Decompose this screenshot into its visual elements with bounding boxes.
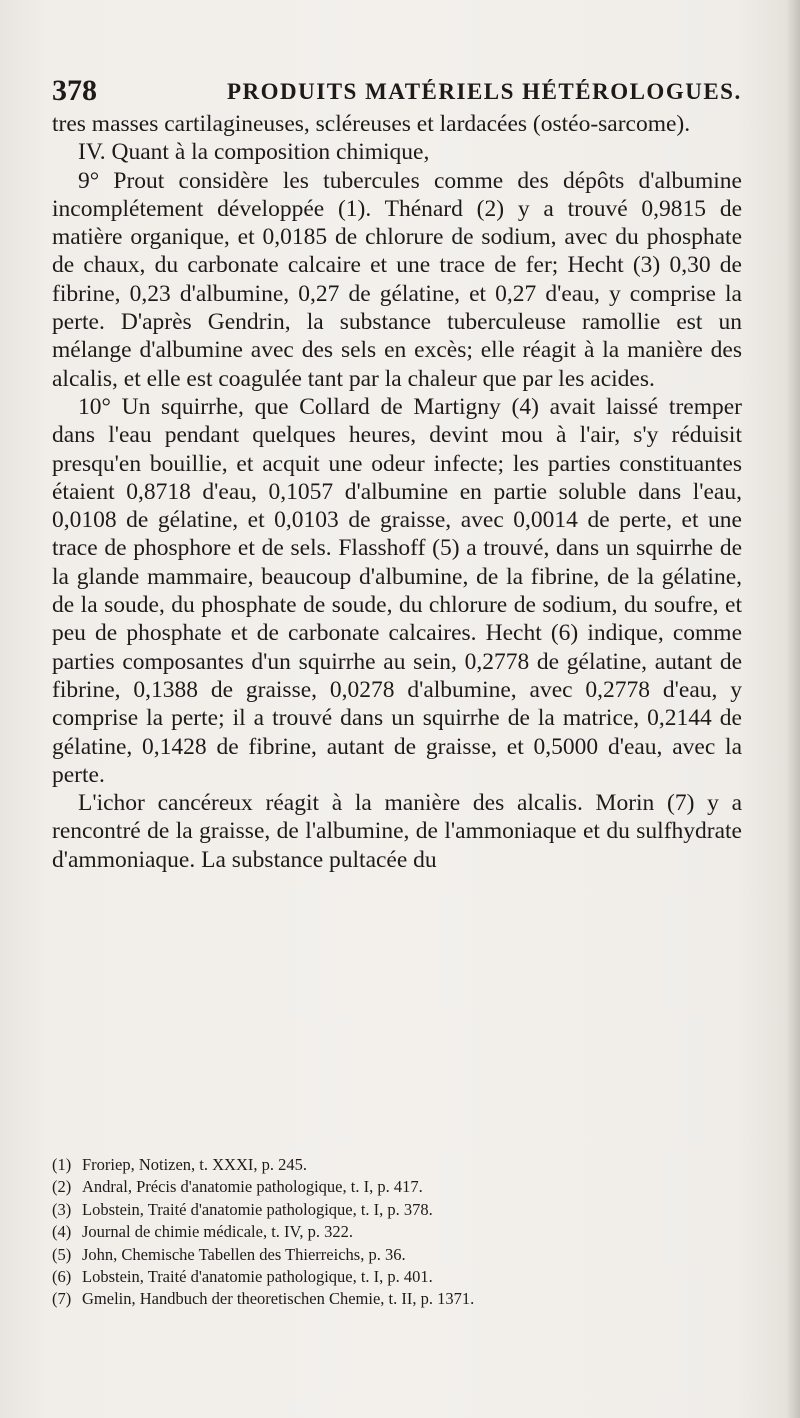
footnotes	[52, 1154, 752, 1311]
page-number: 378	[52, 74, 97, 107]
footnote	[52, 1288, 752, 1310]
footnote-text: Journal de chimie médicale, t. IV, p. 322.	[82, 1222, 353, 1242]
paragraph-continuation: tres masses cartilagineuses, scléreuses et lardacées (ostéo-sarcome).	[52, 111, 691, 137]
footnote-label: (1)	[52, 1155, 72, 1174]
footnote-text: Andral, Précis d'anatomie pathologique, t. I, p. 417.	[82, 1177, 423, 1197]
footnote-label: (7)	[52, 1289, 72, 1309]
running-title: PRODUITS MATÉRIELS HÉTÉROLOGUES.	[227, 79, 742, 104]
footnote-text: Lobstein, Traité d'anatomie pathologique, t. I, p. 401.	[82, 1267, 433, 1287]
footnote	[52, 1244, 752, 1266]
footnote-text: Froriep, Notizen, t. XXXI, p. 245.	[82, 1155, 308, 1174]
paragraph-section-iv: IV. Quant à la composition chimique,	[78, 139, 430, 166]
footnote	[52, 1221, 752, 1243]
footnote-label: (2)	[52, 1177, 72, 1197]
page-header	[52, 74, 742, 108]
footnote-label: (5)	[52, 1244, 72, 1264]
footnote	[52, 1176, 752, 1198]
footnote-text: Lobstein, Traité d'anatomie pathologique, t. I, p. 378.	[82, 1199, 433, 1219]
footnote	[52, 1199, 752, 1221]
footnote-label: (6)	[52, 1267, 72, 1287]
paragraph-item-10: 10° Un squirrhe, que Collard de Martigny (4) avait laissé tremper dans l'eau pendant quelques heures, devint mou à l'air, s'y réduisit presqu'en bouillie, et acquit une odeur infecte; les parties constituantes étaient 0,8718 d'eau, 0,1057 d'albumine en partie soluble dans l'eau, 0,0108 de gélatine, et 0,0103 de graisse, avec 0,0014 de perte, et une trace de phosphore et de sels. Flasshoff (5) a trouvé, dans un squirrhe de la glande mammaire, beaucoup d'albumine, de la fibrine, de la gélatine, de la soude, du phosphate de soude, du chlorure de sodium, du soufre, et peu de phosphate et de carbonate calcaires. Hecht (6) indique, comme parties composantes d'un squirrhe au sein, 0,2778 de gélatine, autant de fibrine, 0,1388 de graisse, 0,0278 d'albumine, avec 0,2778 d'eau, y comprise la perte; il a trouvé dans un squirrhe de la matrice, 0,2144 de gélatine, 0,1428 de fibrine, autant de graisse, et 0,5000 d'eau, avec la perte.	[52, 393, 742, 788]
footnote	[52, 1266, 752, 1288]
footnote-text: Gmelin, Handbuch der theoretischen Chemie, t. II, p. 1371.	[82, 1289, 475, 1309]
footnote	[52, 1154, 752, 1176]
paragraph-ichor: L'ichor cancéreux réagit à la manière des alcalis. Morin (7) y a rencontré de la graisse, de l'albumine, de l'ammoniaque et du sulfhydrate d'ammoniaque. La substance pultacée du	[52, 790, 742, 873]
footnote-label: (3)	[52, 1199, 72, 1219]
footnote-label: (4)	[52, 1222, 72, 1242]
footnote-text: John, Chemische Tabellen des Thierreichs, p. 36.	[82, 1244, 406, 1264]
paragraph-item-9: 9° Prout considère les tubercules comme des dépôts d'albumine incomplétement développée (1). Thénard (2) y a trouvé 0,9815 de matière organique, et 0,0185 de chlorure de sodium, avec du phosphate de chaux, du carbonate calcaire et une trace de fer; Hecht (3) 0,30 de fibrine, 0,23 d'albumine, 0,27 de gélatine, et 0,27 d'eau, y comprise la perte. D'après Gendrin, la substance tuberculeuse ramollie est un mélange d'albumine avec des sels en excès; elle réagit à la manière des alcalis, et elle est coagulée tant par la chaleur que par les acides.	[52, 167, 742, 392]
page-edge-shadow	[786, 0, 800, 1418]
main-text	[52, 110, 742, 874]
